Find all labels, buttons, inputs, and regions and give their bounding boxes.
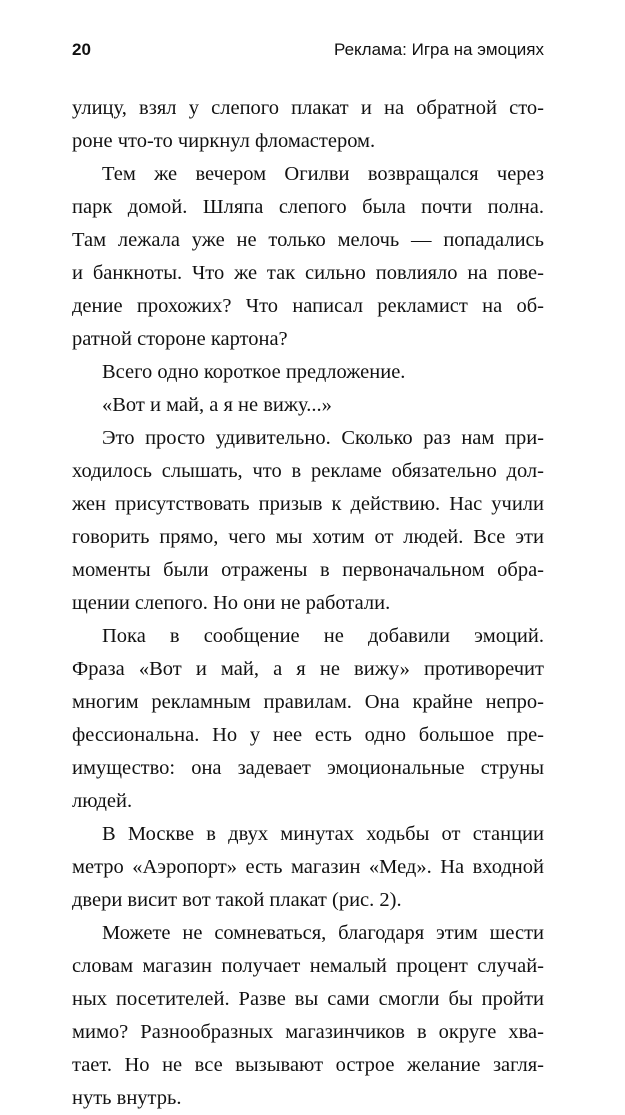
text-line: метро «Аэропорт» есть магазин «Мед». На входной [72, 856, 544, 878]
text-line: ходилось слышать, что в рекламе обязательно дол- [72, 460, 544, 482]
text-line: Тем же вечером Огилви возвращался через [102, 163, 544, 185]
text-line: ратной стороне картона? [72, 328, 288, 350]
text-line: мимо? Разнообразных магазинчиков в округе хва- [72, 1021, 544, 1043]
page-number: 20 [72, 40, 91, 59]
text-line: говорить прямо, чего мы хотим от людей. Все эти [72, 526, 544, 548]
text-line: тает. Но не все вызывают острое желание загля- [72, 1054, 544, 1076]
text-line: двери висит вот такой плакат (рис. 2). [72, 889, 402, 911]
text-line: Там лежала уже не только мелочь — попадались [72, 229, 544, 251]
text-line: имущество: она задевает эмоциональные струны [72, 757, 544, 779]
text-line: словам магазин получает немалый процент случай- [72, 955, 544, 977]
text-line: Это просто удивительно. Сколько раз нам при- [102, 427, 544, 449]
text-line: Всего одно короткое предложение. [102, 361, 406, 383]
text-line: щении слепого. Но они не работали. [72, 592, 391, 614]
body-text [72, 92, 544, 1115]
text-line: фессиональна. Но у нее есть одно большое пре- [72, 724, 544, 746]
running-head [72, 40, 544, 64]
text-line: жен присутствовать призыв к действию. Нас учили [72, 493, 544, 515]
text-line: Можете не сомневаться, благодаря этим шести [102, 922, 544, 944]
text-line: «Вот и май, а я не вижу...» [102, 394, 332, 416]
text-line: Фраза «Вот и май, а я не вижу» противоречит [72, 658, 544, 680]
text-line: парк домой. Шляпа слепого была почти полна. [72, 196, 544, 218]
text-line: моменты были отражены в первоначальном обра- [72, 559, 544, 581]
text-line: Пока в сообщение не добавили эмоций. [102, 625, 544, 647]
text-line: роне что-то чиркнул фломастером. [72, 130, 376, 152]
text-line: и банкноты. Что же так сильно повлияло на пове- [72, 262, 544, 284]
running-head-title: Реклама: Игра на эмоциях [333, 40, 544, 59]
text-line: В Москве в двух минутах ходьбы от станции [102, 823, 544, 845]
text-line: ных посетителей. Разве вы сами смогли бы пройти [72, 988, 544, 1010]
text-line: многим рекламным правилам. Она крайне непро- [72, 691, 544, 713]
text-line: нуть внутрь. [72, 1087, 182, 1109]
text-line: улицу, взял у слепого плакат и на обратной сто- [72, 97, 544, 119]
text-line: дение прохожих? Что написал рекламист на об- [72, 295, 544, 317]
text-line: людей. [72, 790, 133, 812]
